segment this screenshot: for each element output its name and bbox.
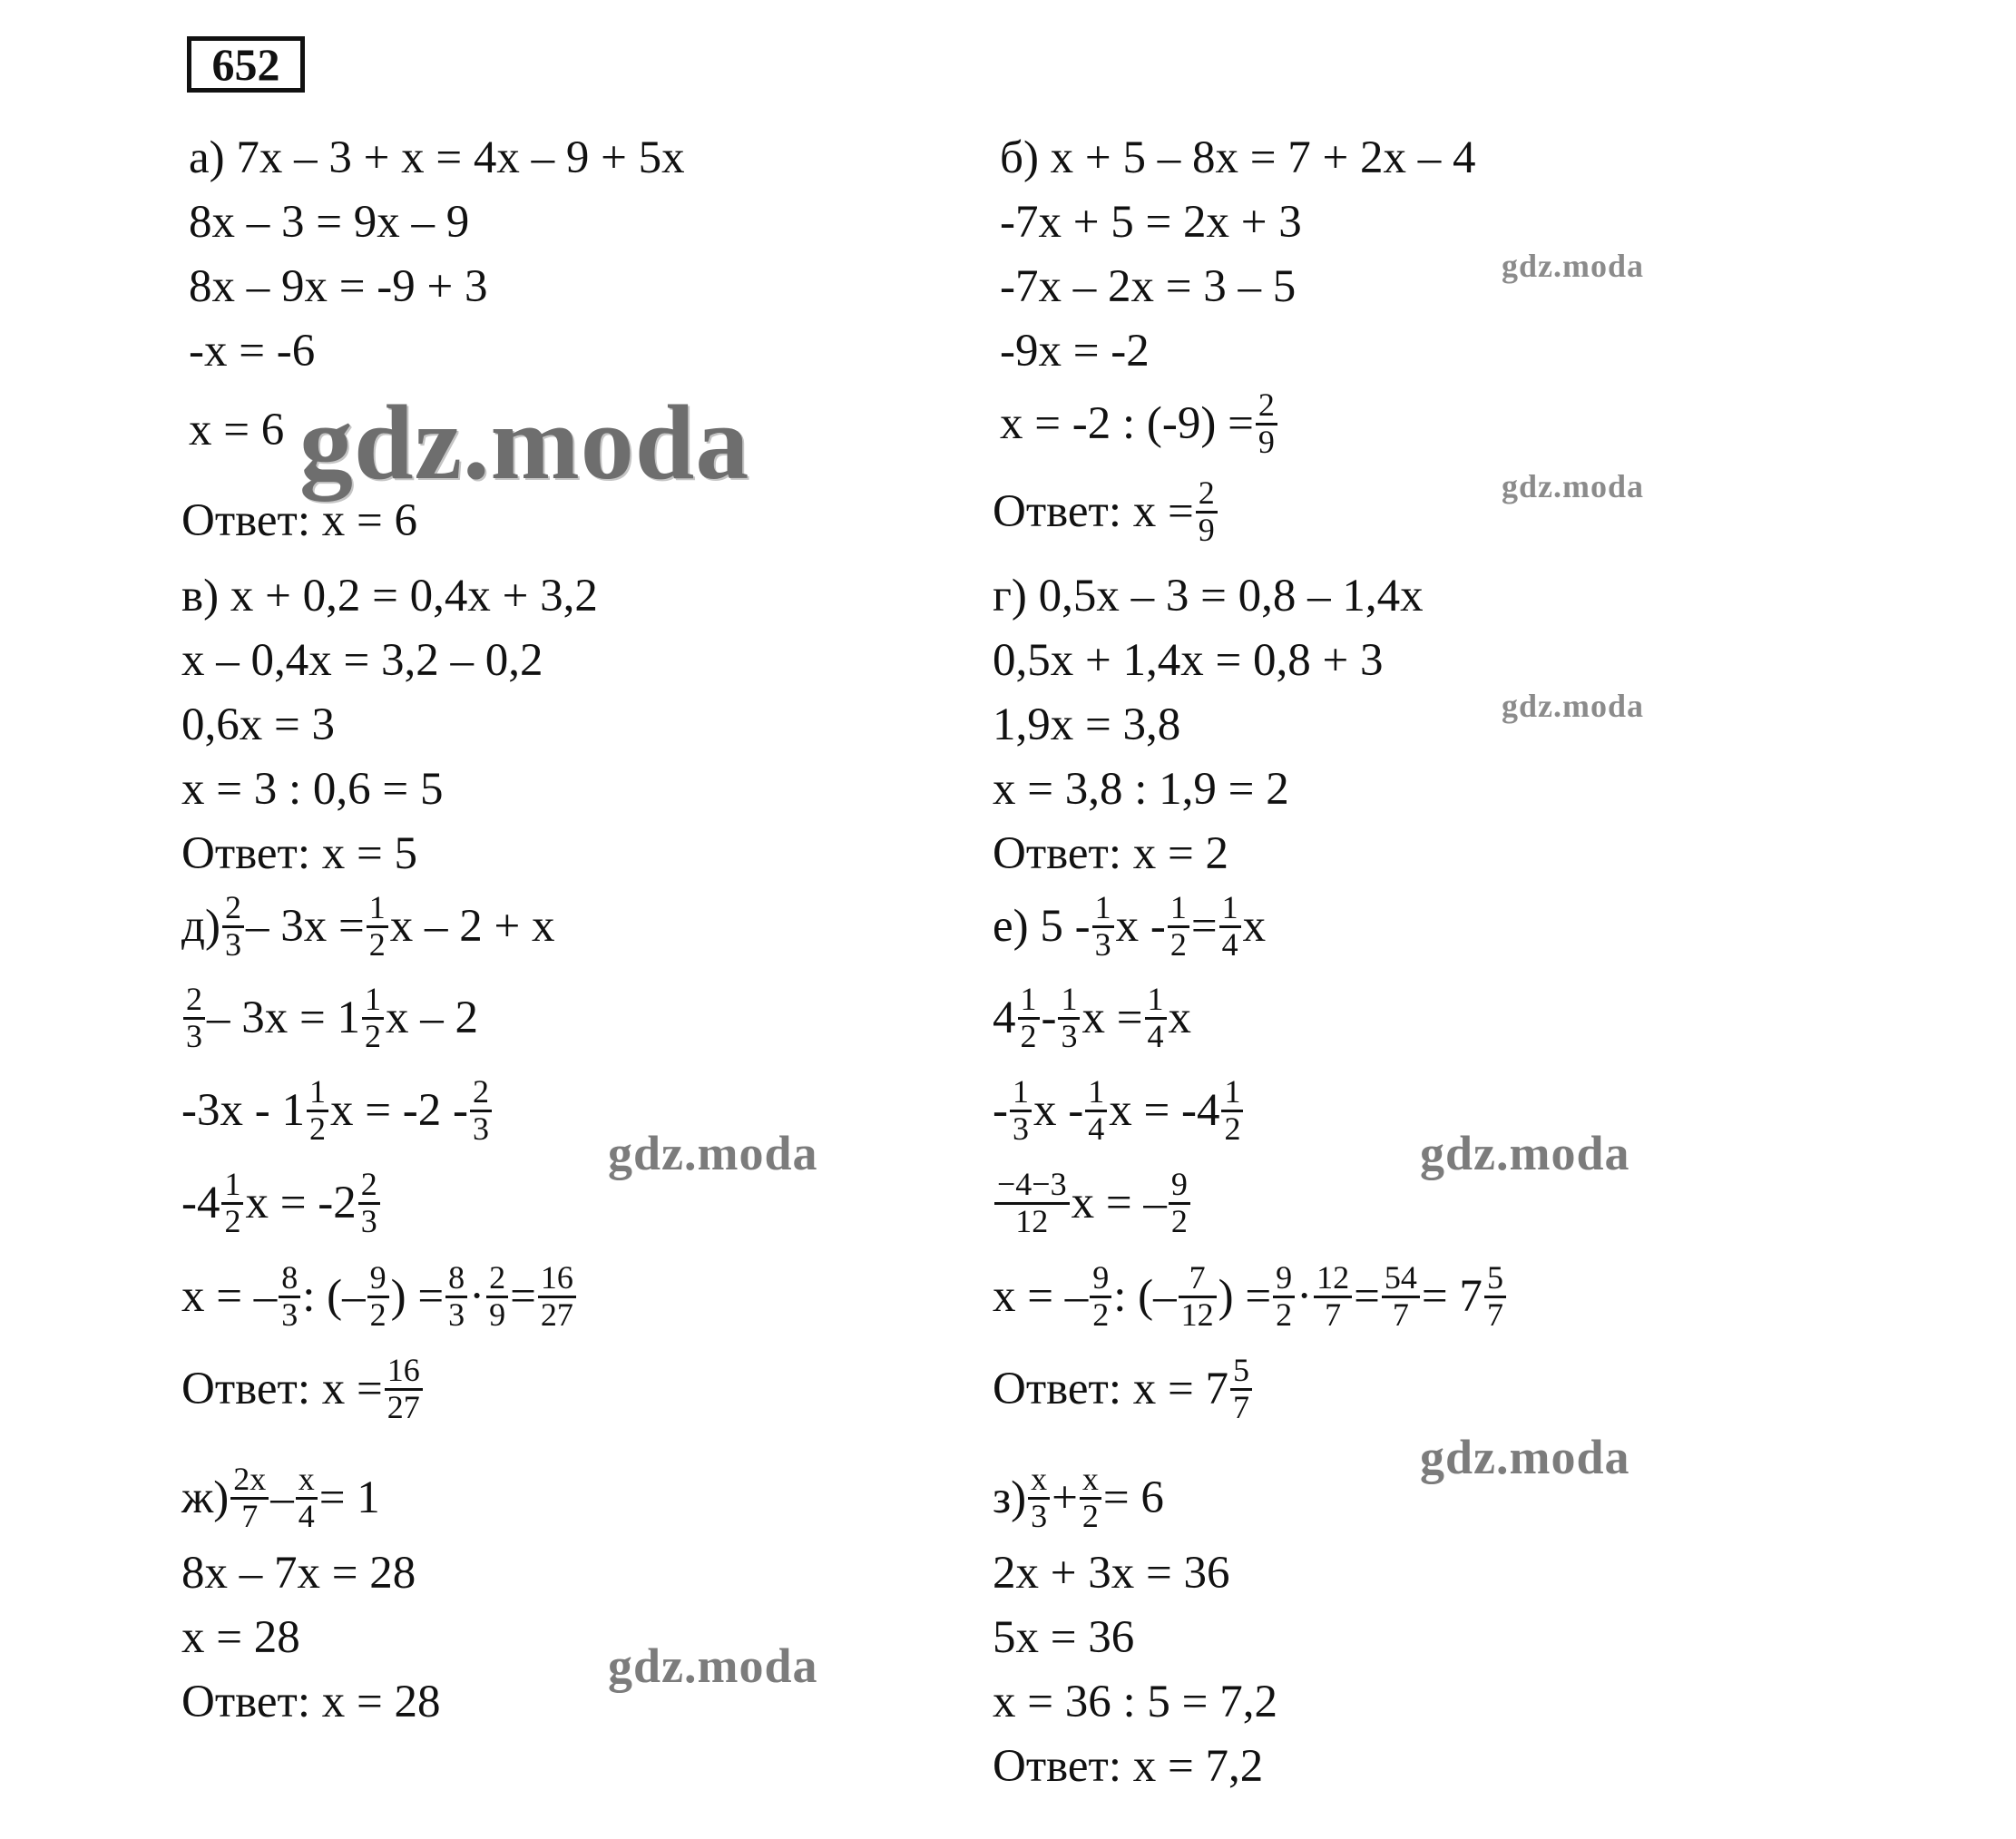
watermark: gdz.moda [608, 1638, 818, 1693]
text: ) = [1218, 1271, 1272, 1323]
numerator: 1 [1168, 891, 1189, 928]
denominator: 2 [369, 1296, 387, 1333]
fraction [994, 1168, 1070, 1239]
denominator: 2 [1224, 1110, 1241, 1147]
numerator: 1 [1018, 983, 1040, 1020]
fraction [1169, 1168, 1190, 1239]
denominator: 3 [1061, 1017, 1078, 1054]
text: Ответ: x = [181, 1364, 383, 1415]
numerator: 1 [1221, 1075, 1243, 1112]
part-z-answer: Ответ: x = 7,2 [993, 1741, 1264, 1792]
text: x – 2 + x [389, 901, 555, 953]
numerator: x [1028, 1462, 1050, 1500]
part-z-line: 2x + 3x = 36 [993, 1548, 1230, 1599]
numerator: 1 [362, 983, 384, 1020]
fraction [1219, 891, 1241, 963]
denominator: 2 [1276, 1296, 1293, 1333]
fraction [1085, 1075, 1107, 1147]
part-g-line: г) 0,5x – 3 = 0,8 – 1,4x [993, 571, 1424, 621]
fraction [279, 1261, 300, 1333]
part-zh-line [181, 1462, 380, 1534]
denominator: 7 [1233, 1388, 1250, 1425]
numerator: x [1080, 1462, 1101, 1500]
fraction [1090, 1261, 1111, 1333]
problem-number: 652 [187, 36, 305, 93]
text: - [993, 1085, 1008, 1137]
numerator: 1 [1145, 983, 1167, 1020]
numerator: 7 [1179, 1261, 1217, 1298]
part-z-line: 5x = 36 [993, 1612, 1135, 1663]
fraction [222, 891, 244, 963]
part-b-line [1000, 388, 1279, 460]
fraction [1484, 1261, 1506, 1333]
numerator: 1 [1010, 1075, 1032, 1112]
text: = 1 [318, 1472, 380, 1524]
numerator: 12 [1314, 1261, 1352, 1298]
text: x – 2 [386, 993, 479, 1044]
fraction [358, 1168, 380, 1239]
part-e-line [993, 983, 1191, 1054]
numerator: 1 [1058, 983, 1080, 1020]
part-d-line [181, 1168, 382, 1239]
denominator: 4 [298, 1497, 315, 1534]
denominator: 4 [1088, 1110, 1105, 1147]
text: ж) [181, 1472, 230, 1524]
fraction [1273, 1261, 1295, 1333]
text: x [1242, 901, 1267, 953]
watermark: gdz.moda [1502, 468, 1645, 504]
numerator: 5 [1230, 1354, 1252, 1391]
text: Ответ: x = [993, 486, 1194, 538]
numerator: 2 [1196, 476, 1218, 514]
numerator: 1 [221, 1168, 243, 1205]
fraction [296, 1462, 318, 1534]
fraction [1314, 1261, 1352, 1333]
part-g-line: 0,5x + 1,4x = 0,8 + 3 [993, 635, 1384, 686]
text: – 3x = [245, 901, 365, 953]
denominator: 12 [1180, 1296, 1214, 1333]
part-g-line: 1,9x = 3,8 [993, 699, 1181, 750]
text: x = -2 - [329, 1085, 468, 1137]
fraction [307, 1075, 328, 1147]
denominator: 9 [1258, 423, 1275, 460]
fraction [1168, 891, 1189, 963]
numerator: 1 [367, 891, 388, 928]
numerator: 9 [367, 1261, 389, 1298]
fraction [1256, 388, 1277, 460]
fraction [1230, 1354, 1252, 1425]
fraction [1196, 476, 1218, 548]
denominator: 27 [540, 1296, 573, 1333]
text: = 6 [1102, 1472, 1164, 1524]
denominator: 2 [368, 925, 386, 963]
part-a-line: 8x – 9x = -9 + 3 [189, 261, 488, 312]
text: x = [1081, 993, 1143, 1044]
fraction [1092, 891, 1114, 963]
text: · [469, 1271, 485, 1323]
part-a-line: x = 6 [189, 405, 285, 455]
fraction [445, 1261, 467, 1333]
fraction [1080, 1462, 1101, 1534]
denominator: 2 [1092, 1296, 1110, 1333]
part-b-answer [993, 476, 1219, 548]
numerator: 2 [358, 1168, 380, 1205]
part-d-line [181, 1261, 578, 1333]
denominator: 7 [1486, 1296, 1503, 1333]
part-e-line [993, 891, 1266, 963]
part-z-line: x = 36 : 5 = 7,2 [993, 1677, 1277, 1727]
part-v-line: 0,6x = 3 [181, 699, 336, 750]
text: з) [993, 1472, 1027, 1524]
fraction [1145, 983, 1167, 1054]
text: = [1354, 1271, 1380, 1323]
text: x = -2 [245, 1178, 357, 1229]
part-v-answer: Ответ: x = 5 [181, 828, 418, 879]
part-v-line: x = 3 : 0,6 = 5 [181, 764, 444, 815]
watermark: gdz.moda [1502, 688, 1645, 724]
denominator: 2 [1020, 1017, 1037, 1054]
text: : (– [1113, 1271, 1177, 1323]
numerator: 1 [1085, 1075, 1107, 1112]
part-b-line: -7x – 2x = 3 – 5 [1000, 261, 1297, 312]
part-a-line: -x = -6 [189, 326, 316, 377]
denominator: 12 [1015, 1202, 1049, 1239]
fraction [1010, 1075, 1032, 1147]
text: x = – [181, 1271, 278, 1323]
fraction [183, 983, 205, 1054]
watermark: gdz.moda [1420, 1126, 1630, 1180]
denominator: 7 [1325, 1296, 1342, 1333]
part-d-line [181, 891, 554, 963]
part-a-line: а) 7x – 3 + x = 4x – 9 + 5x [189, 132, 685, 183]
text: ) = [390, 1271, 445, 1323]
denominator: 3 [186, 1017, 202, 1054]
part-v-line: в) x + 0,2 = 0,4x + 3,2 [181, 571, 598, 621]
denominator: 7 [1392, 1296, 1409, 1333]
text: x = – [993, 1271, 1089, 1323]
part-a-line: 8x – 3 = 9x – 9 [189, 197, 470, 248]
denominator: 7 [241, 1497, 259, 1534]
fraction [1058, 983, 1080, 1054]
numerator: 9 [1273, 1261, 1295, 1298]
denominator: 3 [448, 1296, 465, 1333]
denominator: 2 [1169, 925, 1187, 963]
text: - [1041, 993, 1057, 1044]
denominator: 3 [360, 1202, 377, 1239]
numerator: 2 [222, 891, 244, 928]
numerator: 8 [445, 1261, 467, 1298]
denominator: 3 [1012, 1110, 1029, 1147]
text: д) [181, 901, 220, 953]
watermark: gdz.moda [608, 1126, 818, 1180]
part-e-line [993, 1168, 1192, 1239]
fraction [1221, 1075, 1243, 1147]
part-zh-line: 8x – 7x = 28 [181, 1548, 416, 1599]
text: + [1052, 1472, 1078, 1524]
text: x = -4 [1109, 1085, 1220, 1137]
text: – 3x = 1 [207, 993, 361, 1044]
part-d-line [181, 983, 478, 1054]
denominator: 2 [224, 1202, 241, 1239]
text: x = -2 : (-9) = [1000, 398, 1254, 450]
text: : (– [302, 1271, 366, 1323]
watermark: gdz.moda [299, 383, 750, 502]
text: = 7 [1421, 1271, 1483, 1323]
part-zh-line: x = 28 [181, 1612, 300, 1663]
text: Ответ: x = 7 [993, 1364, 1229, 1415]
text: = [510, 1271, 536, 1323]
watermark: gdz.moda [1420, 1430, 1630, 1484]
text: е) 5 - [993, 901, 1091, 953]
fraction [367, 1261, 389, 1333]
text: – [270, 1472, 294, 1524]
numerator: 8 [279, 1261, 300, 1298]
text: -3x - 1 [181, 1085, 305, 1137]
part-e-answer [993, 1354, 1254, 1425]
text: x = – [1071, 1178, 1167, 1229]
numerator: −4−3 [994, 1168, 1070, 1205]
watermark: gdz.moda [1502, 248, 1645, 284]
part-e-line [993, 1075, 1245, 1147]
text: x [1168, 993, 1191, 1044]
part-g-answer: Ответ: x = 2 [993, 828, 1229, 879]
denominator: 27 [387, 1388, 420, 1425]
fraction [362, 983, 384, 1054]
numerator: 54 [1382, 1261, 1420, 1298]
fraction [1018, 983, 1040, 1054]
numerator: x [296, 1462, 318, 1500]
denominator: 3 [224, 925, 241, 963]
fraction [470, 1075, 492, 1147]
fraction [230, 1462, 269, 1534]
numerator: 1 [1092, 891, 1114, 928]
numerator: 2 [486, 1261, 508, 1298]
text: · [1297, 1271, 1313, 1323]
part-b-line: -7x + 5 = 2x + 3 [1000, 197, 1302, 248]
denominator: 9 [1198, 511, 1215, 548]
fraction [367, 891, 388, 963]
numerator: 16 [385, 1354, 423, 1391]
part-a-answer: Ответ: x = 6 [181, 495, 418, 546]
part-v-line: x – 0,4x = 3,2 – 0,2 [181, 635, 543, 686]
part-b-line: б) x + 5 – 8x = 7 + 2x – 4 [1000, 132, 1476, 183]
fraction [486, 1261, 508, 1333]
denominator: 3 [1031, 1497, 1048, 1534]
denominator: 2 [308, 1110, 326, 1147]
fraction [1028, 1462, 1050, 1534]
numerator: 5 [1484, 1261, 1506, 1298]
text: 4 [993, 993, 1016, 1044]
numerator: 16 [538, 1261, 576, 1298]
denominator: 4 [1221, 925, 1238, 963]
denominator: 4 [1147, 1017, 1164, 1054]
denominator: 3 [1094, 925, 1111, 963]
part-z-line [993, 1462, 1164, 1534]
text: = [1190, 901, 1218, 953]
numerator: 2 [183, 983, 205, 1020]
numerator: 2 [470, 1075, 492, 1112]
numerator: 1 [1219, 891, 1241, 928]
denominator: 2 [1081, 1497, 1099, 1534]
fraction [538, 1261, 576, 1333]
numerator: 9 [1090, 1261, 1111, 1298]
numerator: 2 [1256, 388, 1277, 426]
part-b-line: -9x = -2 [1000, 326, 1150, 377]
denominator: 3 [472, 1110, 489, 1147]
numerator: 1 [307, 1075, 328, 1112]
denominator: 2 [1170, 1202, 1188, 1239]
denominator: 3 [281, 1296, 298, 1333]
text: -4 [181, 1178, 220, 1229]
part-d-answer [181, 1354, 425, 1425]
part-g-line: x = 3,8 : 1,9 = 2 [993, 764, 1289, 815]
denominator: 2 [365, 1017, 382, 1054]
text: x - [1032, 1085, 1084, 1137]
numerator: 9 [1169, 1168, 1190, 1205]
part-zh-answer: Ответ: x = 28 [181, 1677, 441, 1727]
denominator: 9 [489, 1296, 506, 1333]
fraction [1382, 1261, 1420, 1333]
fraction [221, 1168, 243, 1239]
text: x - [1115, 901, 1166, 953]
part-d-line [181, 1075, 494, 1147]
fraction [385, 1354, 423, 1425]
fraction [1179, 1261, 1217, 1333]
part-e-line [993, 1261, 1508, 1333]
numerator: 2x [230, 1462, 269, 1500]
